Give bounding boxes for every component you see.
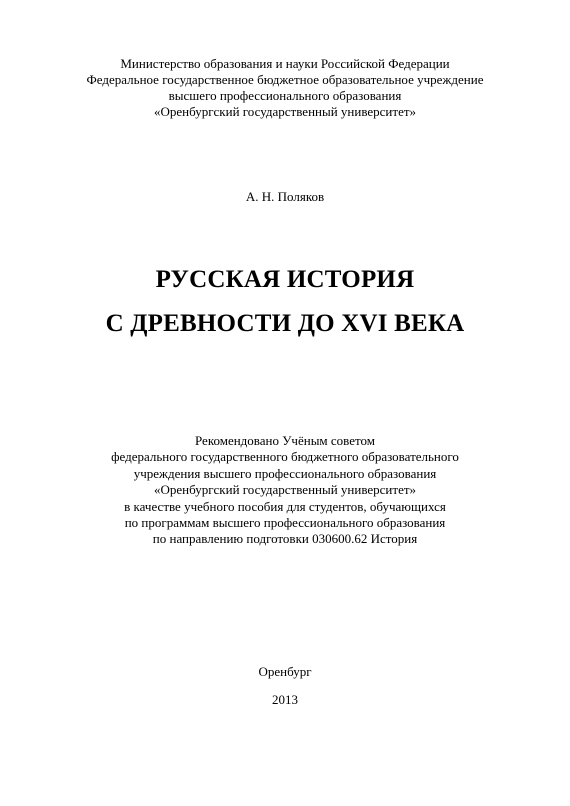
author-name: А. Н. Поляков [245,189,325,204]
recommendation-line-4: «Оренбургский государственный университет» [153,482,417,498]
recommendation-line-3: учреждения высшего профессионального образования [133,465,437,481]
university-name-line: «Оренбургский государственный университет» [153,104,417,119]
book-title-line-2: С ДРЕВНОСТИ ДО XVI ВЕКА [105,310,465,337]
recommendation-line-6: по программам высшего профессионального образования [124,515,446,531]
institution-header [0,56,570,120]
recommendation-line-5: в качестве учебного пособия для студентов, обучающихся [124,498,446,514]
book-title [0,258,570,346]
ministry-line: Министерство образования и науки Российской Федерации [120,56,450,71]
recommendation-line-7: по направлению подготовки 030600.62 История [152,531,418,547]
publication-city: Оренбург [258,664,312,679]
publication-footer [0,658,570,714]
institution-type-line: Федеральное государственное бюджетное образовательное учреждение [86,72,484,87]
recommendation-line-2: федерального государственного бюджетного образовательного [111,449,459,465]
publication-year: 2013 [272,692,298,707]
education-level-line: высшего профессионального образования [168,88,402,103]
recommendation-line-1: Рекомендовано Учёным советом [194,433,376,448]
recommendation-block [0,433,570,548]
book-title-line-1: РУССКАЯ ИСТОРИЯ [155,266,415,293]
